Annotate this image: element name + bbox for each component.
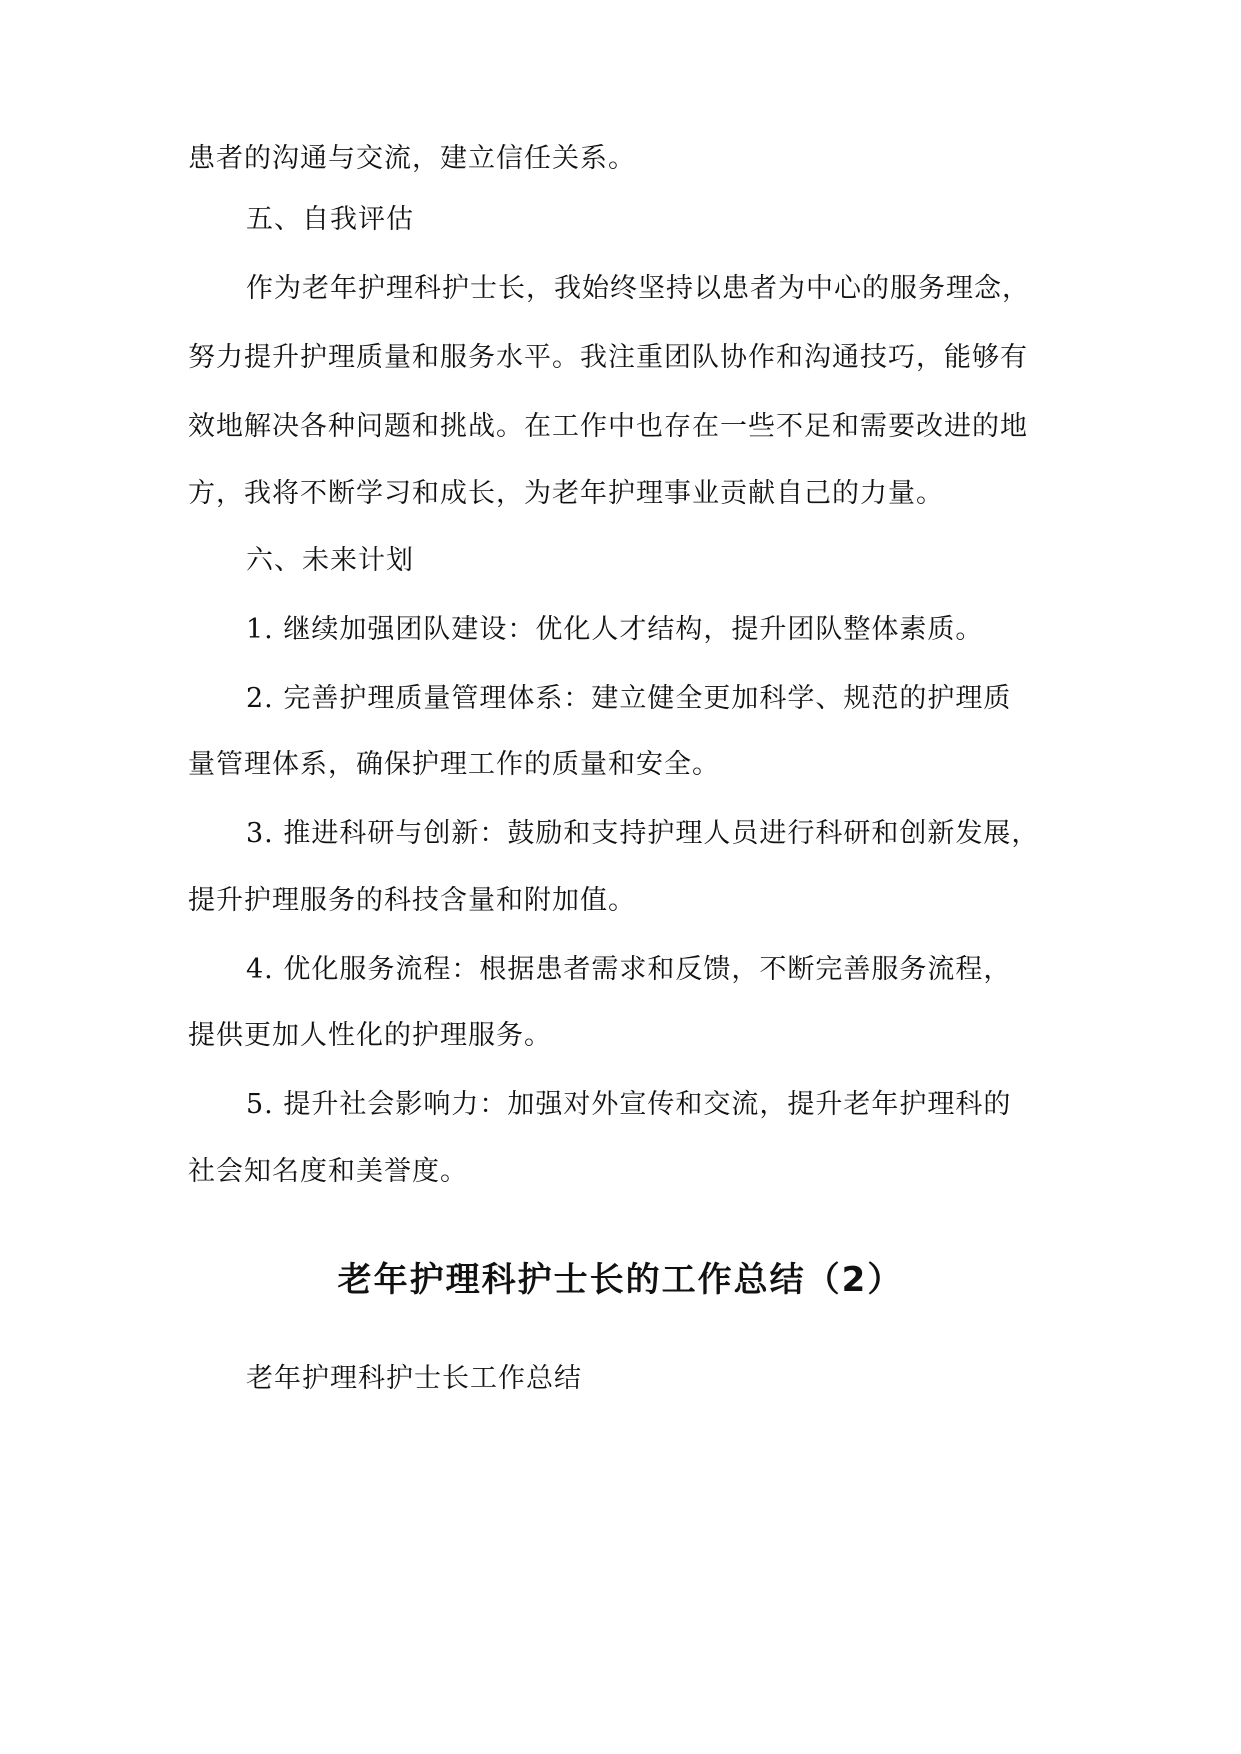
paragraph-line: 提供更加人性化的护理服务。 <box>188 1020 552 1051</box>
paragraph-line: 提升护理服务的科技含量和附加值。 <box>188 885 636 916</box>
paragraph-line: 努力提升护理质量和服务水平。我注重团队协作和沟通技巧，能够有 <box>188 342 1028 373</box>
section-heading-self-assessment: 五、自我评估 <box>246 204 414 235</box>
section-title: 老年护理科护士长的工作总结（2） <box>337 1260 904 1300</box>
paragraph-line: 患者的沟通与交流，建立信任关系。 <box>188 143 636 174</box>
section-heading-future-plan: 六、未来计划 <box>246 545 414 576</box>
list-item: 5. 提升社会影响力：加强对外宣传和交流，提升老年护理科的 <box>246 1089 1012 1120</box>
list-item: 4. 优化服务流程：根据患者需求和反馈，不断完善服务流程， <box>246 954 1012 985</box>
paragraph-line: 方，我将不断学习和成长，为老年护理事业贡献自己的力量。 <box>188 478 944 509</box>
paragraph-line: 社会知名度和美誉度。 <box>188 1156 468 1187</box>
list-item: 3. 推进科研与创新：鼓励和支持护理人员进行科研和创新发展， <box>246 818 1040 849</box>
paragraph-line: 作为老年护理科护士长，我始终坚持以患者为中心的服务理念， <box>246 273 1030 304</box>
list-item: 1. 继续加强团队建设：优化人才结构，提升团队整体素质。 <box>246 614 984 645</box>
list-item: 2. 完善护理质量管理体系：建立健全更加科学、规范的护理质 <box>246 683 1012 714</box>
subtitle: 老年护理科护士长工作总结 <box>246 1363 582 1394</box>
paragraph-line: 效地解决各种问题和挑战。在工作中也存在一些不足和需要改进的地 <box>188 411 1028 442</box>
paragraph-line: 量管理体系，确保护理工作的质量和安全。 <box>188 749 720 780</box>
